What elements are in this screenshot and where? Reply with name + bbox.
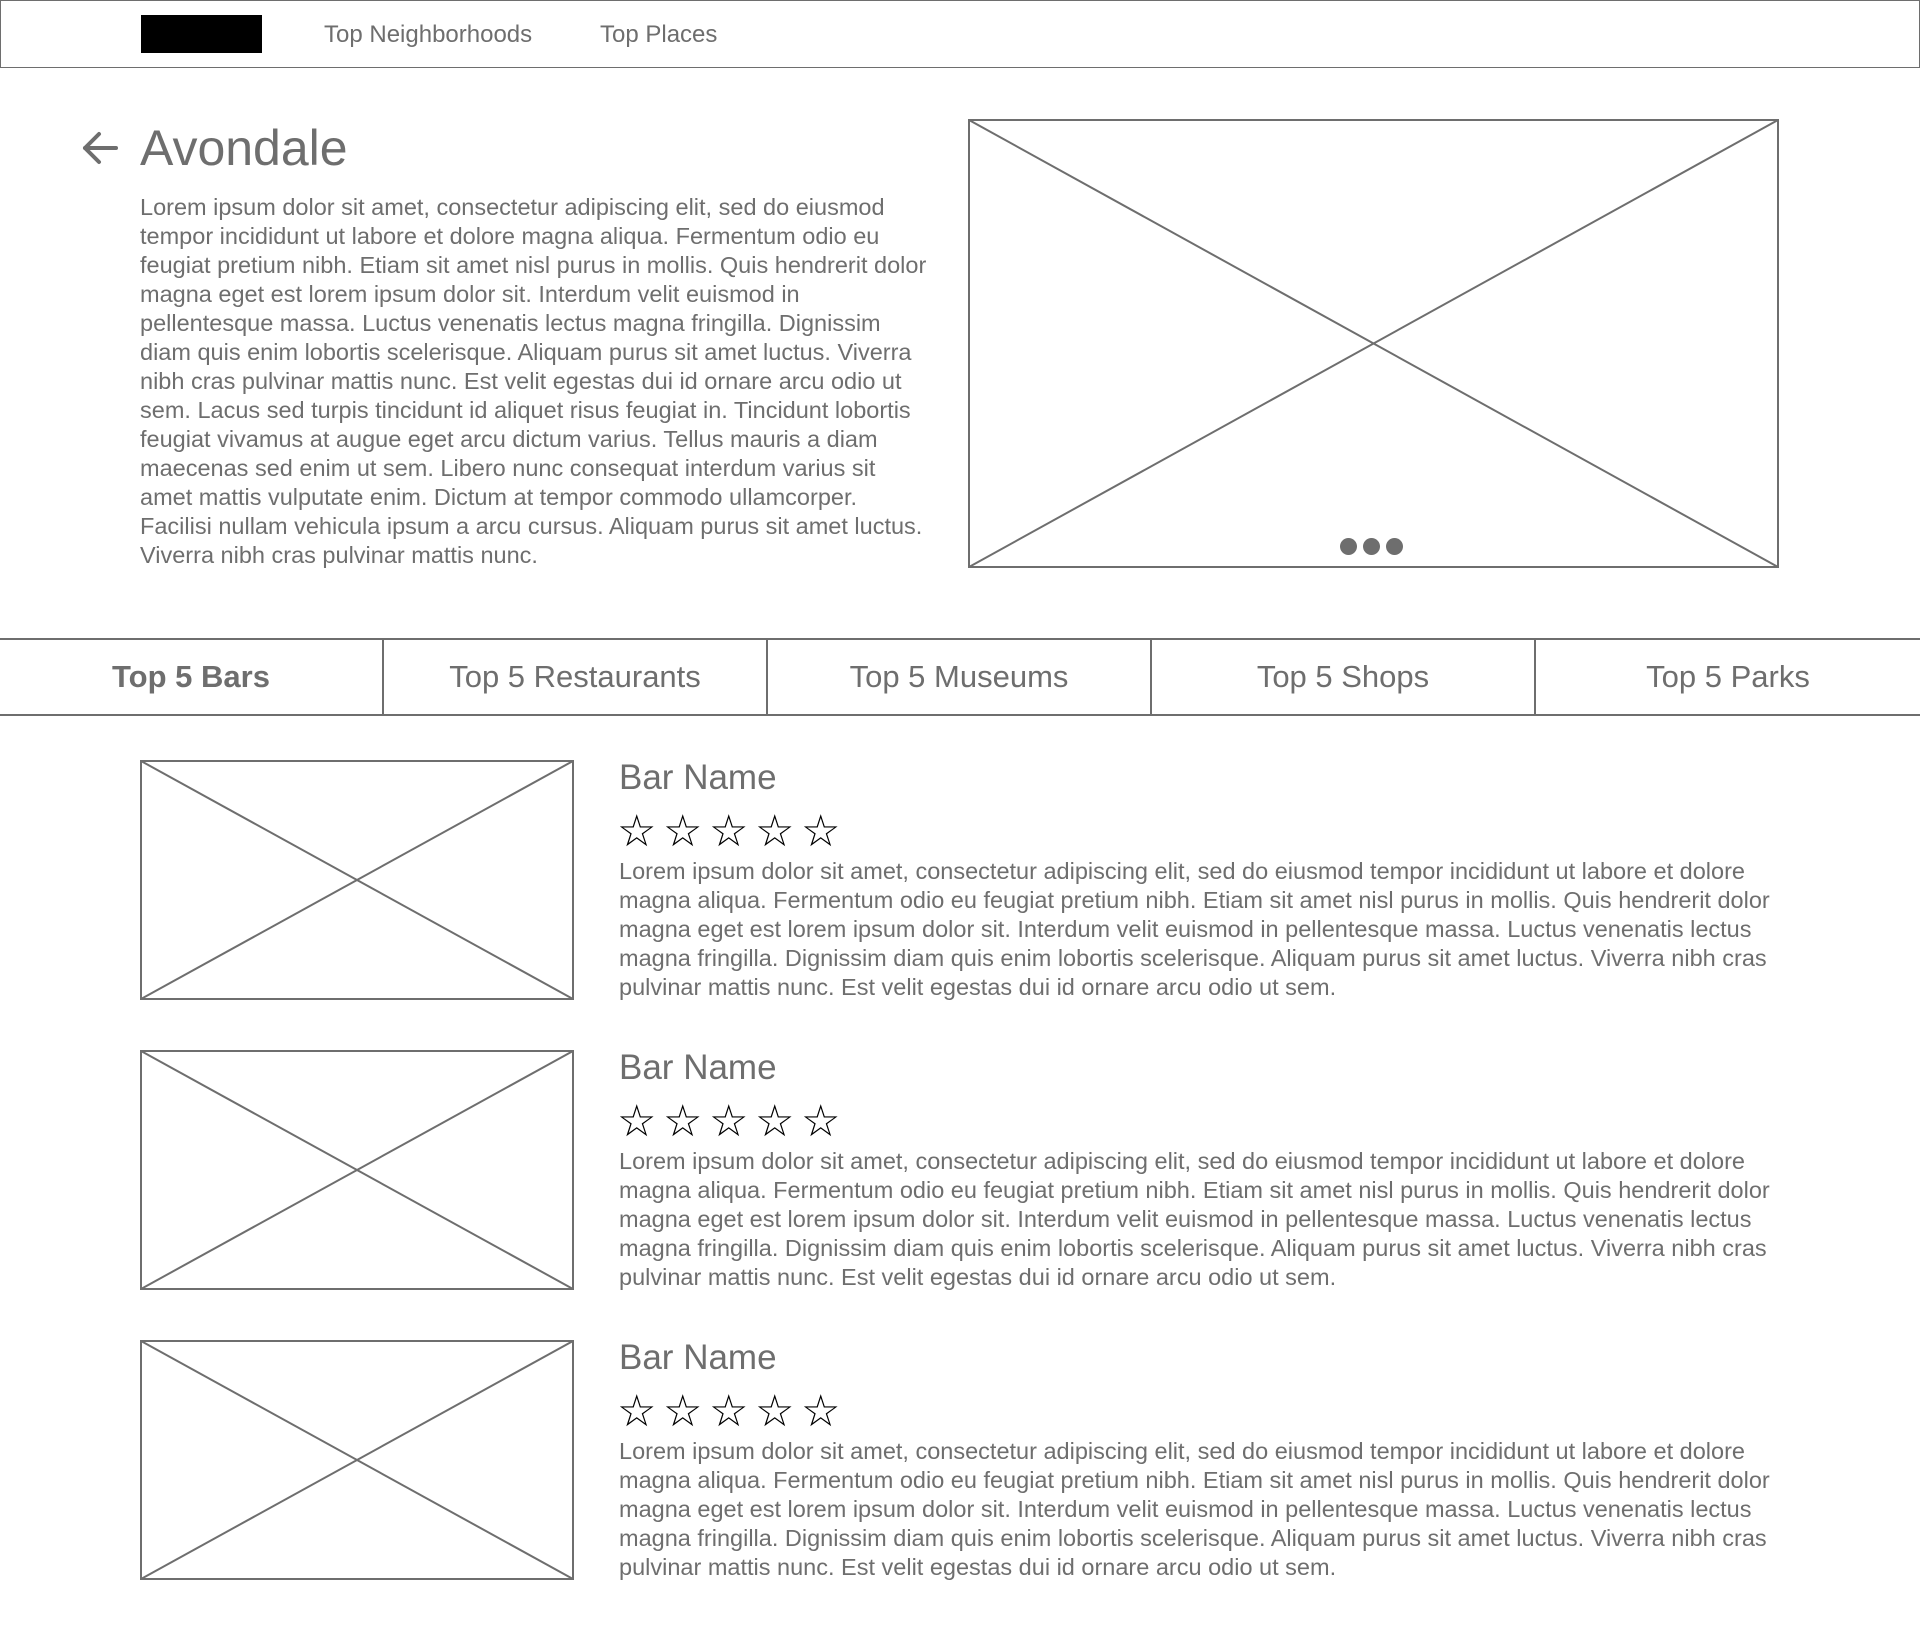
- star-empty-icon[interactable]: ☆: [709, 1096, 749, 1147]
- carousel-dot[interactable]: [1386, 538, 1403, 555]
- tab-top-5-restaurants[interactable]: Top 5 Restaurants: [384, 640, 768, 714]
- list-item: [0, 1340, 1920, 1630]
- carousel-dot[interactable]: [1340, 538, 1357, 555]
- star-empty-icon[interactable]: ☆: [801, 806, 841, 857]
- item-description: Lorem ipsum dolor sit amet, consectetur adipiscing elit, sed do eiusmod tempor incididunt ut labore et dolore magna aliqua. Fermentum odio eu feugiat pretium nibh. Etiam sit amet nisl purus in mollis. Quis hendrerit dolor magna eget est lorem ipsum dolor sit. Interdum velit euismod in pellentesque massa. Luctus venenatis lectus magna fringilla. Dignissim diam quis enim lobortis scelerisque. Aliquam purus sit amet luctus. Viverra nibh cras pulvinar mattis nunc. Est velit egestas dui id ornare arcu odio ut sem.: [619, 858, 1770, 1000]
- category-tabs: [0, 638, 1920, 716]
- star-rating[interactable]: [617, 1386, 847, 1437]
- hero-image-placeholder: [968, 119, 1779, 568]
- star-empty-icon[interactable]: ☆: [617, 1096, 657, 1147]
- star-empty-icon[interactable]: ☆: [709, 806, 749, 857]
- carousel-dots: [1340, 538, 1410, 558]
- star-empty-icon[interactable]: ☆: [663, 806, 703, 857]
- star-empty-icon[interactable]: ☆: [801, 1096, 841, 1147]
- star-empty-icon[interactable]: ☆: [755, 1386, 795, 1437]
- carousel-dot[interactable]: [1363, 538, 1380, 555]
- top-nav: [0, 0, 1920, 68]
- tab-top-5-parks[interactable]: Top 5 Parks: [1646, 659, 1810, 694]
- item-name[interactable]: Bar Name: [619, 758, 777, 797]
- nav-link-top-neighborhoods[interactable]: Top Neighborhoods: [324, 21, 533, 48]
- star-empty-icon[interactable]: ☆: [663, 1386, 703, 1437]
- nav-link-top-places[interactable]: Top Places: [600, 21, 718, 48]
- star-empty-icon[interactable]: ☆: [617, 806, 657, 857]
- item-description: Lorem ipsum dolor sit amet, consectetur adipiscing elit, sed do eiusmod tempor incididunt ut labore et dolore magna aliqua. Fermentum odio eu feugiat pretium nibh. Etiam sit amet nisl purus in mollis. Quis hendrerit dolor magna eget est lorem ipsum dolor sit. Interdum velit euismod in pellentesque massa. Luctus venenatis lectus magna fringilla. Dignissim diam quis enim lobortis scelerisque. Aliquam purus sit amet luctus. Viverra nibh cras pulvinar mattis nunc. Est velit egestas dui id ornare arcu odio ut sem.: [619, 1438, 1770, 1580]
- star-empty-icon[interactable]: ☆: [663, 1096, 703, 1147]
- item-image-placeholder[interactable]: [140, 1340, 574, 1580]
- item-name[interactable]: Bar Name: [619, 1338, 777, 1377]
- item-image-placeholder[interactable]: [140, 1050, 574, 1290]
- star-rating[interactable]: [617, 1096, 847, 1147]
- list-item: [0, 760, 1920, 1050]
- star-empty-icon[interactable]: ☆: [709, 1386, 749, 1437]
- tab-top-5-museums[interactable]: Top 5 Museums: [768, 640, 1152, 714]
- back-arrow-icon[interactable]: [80, 128, 120, 168]
- item-image-placeholder[interactable]: [140, 760, 574, 1000]
- star-empty-icon[interactable]: ☆: [801, 1386, 841, 1437]
- item-name[interactable]: Bar Name: [619, 1048, 777, 1087]
- star-rating[interactable]: [617, 806, 847, 857]
- hero-description: Lorem ipsum dolor sit amet, consectetur adipiscing elit, sed do eiusmod tempor incididunt ut labore et dolore magna aliqua. Fermentum odio eu feugiat pretium nibh. Etiam sit amet nisl purus in mollis. Quis hendrerit dolor magna eget est lorem ipsum dolor sit. Interdum velit euismod in pellentesque massa. Luctus venenatis lectus magna fringilla. Dignissim diam quis enim lobortis scelerisque. Aliquam purus sit amet luctus. Viverra nibh cras pulvinar mattis nunc. Est velit egestas dui id ornare arcu odio ut sem. Lacus sed turpis tincidunt id aliquet risus feugiat in. Tincidunt lobortis feugiat vivamus at augue eget arcu dictum varius. Tellus mauris a diam maecenas sed enim ut sem. Libero nunc consequat interdum varius sit amet mattis vulputate enim. Dictum at tempor commodo ullamcorper. Facilisi nullam vehicula ipsum a arcu cursus. Aliquam purus sit amet luctus. Viverra nibh cras pulvinar mattis nunc.: [140, 194, 927, 568]
- list-item: [0, 1050, 1920, 1340]
- logo[interactable]: [141, 15, 262, 53]
- page-title: Avondale: [140, 120, 348, 176]
- tab-top-5-bars[interactable]: Top 5 Bars: [0, 640, 384, 714]
- star-empty-icon[interactable]: ☆: [617, 1386, 657, 1437]
- star-empty-icon[interactable]: ☆: [755, 1096, 795, 1147]
- star-empty-icon[interactable]: ☆: [755, 806, 795, 857]
- tab-top-5-shops[interactable]: Top 5 Shops: [1152, 640, 1536, 714]
- item-description: Lorem ipsum dolor sit amet, consectetur adipiscing elit, sed do eiusmod tempor incididunt ut labore et dolore magna aliqua. Fermentum odio eu feugiat pretium nibh. Etiam sit amet nisl purus in mollis. Quis hendrerit dolor magna eget est lorem ipsum dolor sit. Interdum velit euismod in pellentesque massa. Luctus venenatis lectus magna fringilla. Dignissim diam quis enim lobortis scelerisque. Aliquam purus sit amet luctus. Viverra nibh cras pulvinar mattis nunc. Est velit egestas dui id ornare arcu odio ut sem.: [619, 1148, 1770, 1290]
